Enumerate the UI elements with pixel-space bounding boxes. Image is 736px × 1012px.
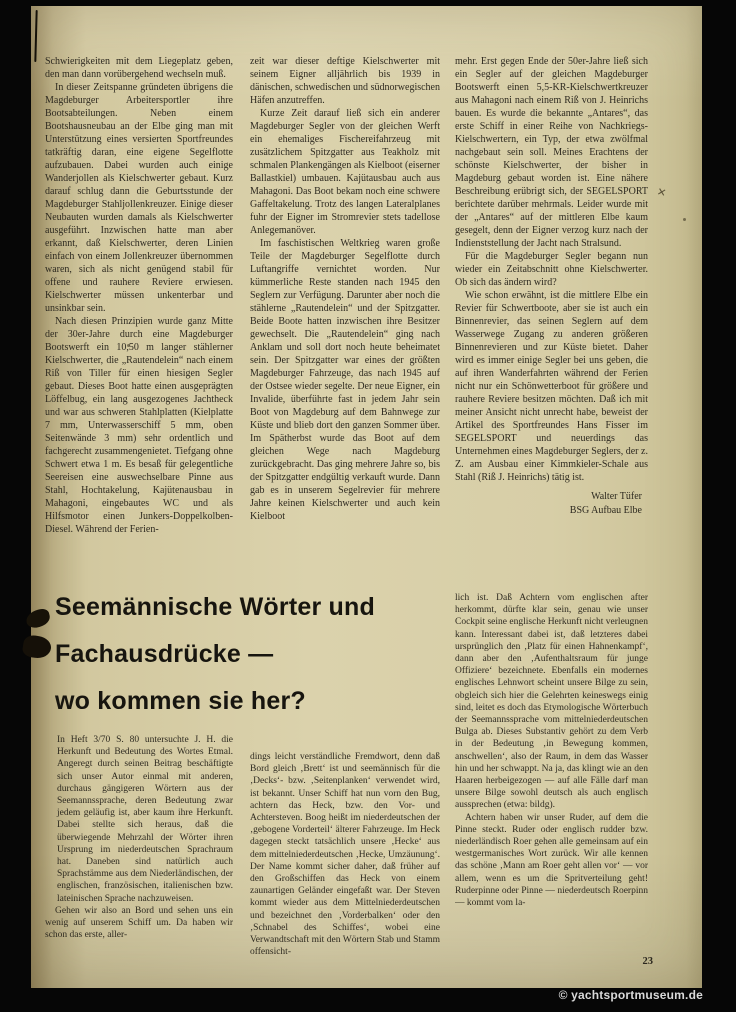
- paragraph: Schwierigkeiten mit dem Liegeplatz geben, den man dann vorübergehend wechseln muß.: [45, 56, 233, 80]
- paragraph: Wie schon erwähnt, ist die mittlere Elbe ein Revier für Schwertboote, aber sie ist auch ein Binnenrevier, das seinen Seglern auf dem Wasserwege Zugang zu anderen größeren Binnenrevieren und zur Küste bietet. Daher wird es immer einige Segler bei uns geben, die auf ihren Wanderfahrten während der Ferien nicht nur ein Schönwetterboot für größere und rauhere Reviere besitzen möchten. Daß ich mit meiner Ansicht nicht unrecht habe, beweist der Artikel des Sportfreundes Hans Fisser im SEGELSPORT und neuerdings das Unternehmen eines Magdeburger Seglers, der z. Z. am Ausbau einer Kimmkieler-Schale aus Stahl (Riß J. Heinrichs) tätig ist.: [455, 290, 648, 483]
- paragraph: Kurze Zeit darauf ließ sich ein anderer Magdeburger Segler von der gleichen Werft ein ehemaliges Fischereifahrzeug mit zusätzlichem Spitzgatter aus Teakholz mit schmalen Plankengängen als Kielboot (eiserner Ballastkiel) umbauen. Kajütausbau auch aus Mahagoni. Das Boot bekam noch eine schwere Gaffeltakelung. Trotz des langen Lateralplanes fuhr der Eigner im Stromrevier stets tadellose Anlegemanöver.: [250, 108, 440, 236]
- article2-title: [55, 584, 415, 725]
- article1-signature: [455, 490, 648, 517]
- article2-title-line-3: wo kommen sie her?: [55, 687, 306, 715]
- article1-column-2: [250, 55, 440, 551]
- article2-column-1: [45, 734, 233, 972]
- article2-column-2: [250, 751, 440, 972]
- paragraph: Nach diesen Prinzipien wurde ganz Mitte der 30er-Jahre durch eine Magdeburger Bootswerft ein 10,50 m langer stählerner Kielschwerter, die „Rautendelein“ nach einem Riß von Tiller für einen hiesigen Segler gebaut. Dieses Boot hatte einen ausgeprägten Löffelbug, ein lang ausgezogenes Jachtheck und war aus schweren Stahlplatten (Kielplatte 7 mm, Unterwasserschiff 5 mm, oben Seitenwände 3 mm) sehr ordentlich und fachgerecht zusammengenietet. Tiefgang ohne Schwert etwa 1 m. Es besaß für gelegentliche Seereisen eine auswechselbare Pinne aus Stahl, Hochtakelung, Kajütenausbau in Mahagoni, eingebautes WC und als Hilfsmotor einen Junkers-Doppelkolben-Diesel. Während der Ferien-: [45, 316, 233, 535]
- paragraph: mehr. Erst gegen Ende der 50er-Jahre ließ sich ein Segler auf der gleichen Magdeburger Bootswerft einen 5,5-KR-Kielschwertkreuzer aus Mahagoni nach einem Riß von J. Heinrichs bauen. Es wurde die bekannte „Antares“, das erste Schiff in einer Reihe von Nachkriegs-Kielschwertern, ein Typ, der etwa zwölfmal nachgebaut sein soll. Meines Erachtens der schönste Kielschwerter, der bisher in Magdeburg gebaut worden ist. Eine nähere Beschreibung erübrigt sich, der SEGELSPORT berichtete darüber mehrmals. Leider wurde mit der „Antares“ auf der mittleren Elbe kaum gesegelt, denn der Eigner verzog kurz nach der Indienststellung der Jacht nach Stralsund.: [455, 56, 648, 249]
- paragraph: zeit war dieser deftige Kielschwerter mit seinem Eigner alljährlich bis 1939 in dänischen, schwedischen und südnorwegischen Häfen anzutreffen.: [250, 56, 440, 106]
- paragraph: Im faschistischen Weltkrieg waren große Teile der Magdeburger Segelflotte durch Luftangriffe vernichtet worden. Nur kümmerliche Reste standen nach 1945 den Seglern zur Verfügung. Darunter aber noch die stählerne „Rautendelein“ und der Spitzgatter. Beide Boote hatten inzwischen ihre Besitzer gewechselt. Die „Rautendelein“ ging nach Anklam und soll dort noch heute beheimatet sein. Der Spitzgatter war eines der größten Magdeburger Fahrzeuge, das nach 1945 auf der Ostsee wieder segelte. Der neue Eigner, ein Invalide, überführte fast in jedem Jahr sein Boot von Magdeburg auf dem Bahnwege zur Küste und blieb dort den ganzen Sommer über. Im Spätherbst wurde das Boot auf dem gleichen Wege nach Magdeburg zurückgebracht. Das ging mehrere Jahre so, bis der Spitzgatter endgültig verkauft wurde. Dann gab es in unserem Segelrevier für mehrere Jahre keinen Kielschwerter und auch kein Kielboot: [250, 238, 440, 522]
- article2-title-line-1: Seemännische Wörter und: [55, 593, 375, 621]
- author-name: Walter Tüfer: [591, 491, 642, 502]
- article2-title-line-2: Fachausdrücke —: [55, 640, 274, 668]
- paragraph: lich ist. Daß Achtern vom englischen after herkommt, dürfte klar sein, genau wie unser Cockpit seine englische Herkunft nicht verleugnen kann. Interessant dabei ist, daß letzteres dabei ursprünglich den ‚Platz für einen Hahnenkampf‘, dann aber den ‚Aufenthaltsraum für junge Offiziere‘ bezeichnete. Ebenfalls ein modernes englisches Lehnwort scheint unsere Bilge zu sein, obgleich sich hier die Gelehrten keineswegs einig sind, leitet es doch das Etymologische Wörterbuch der Seemannssprache vom mittelniederdeutschen Bulga ab. Dieses Substantiv gehört zu dem Verb in der Bedeutung ‚in Bewegung kommen, anschwellen‘, also der Raum, in dem das Wasser hin und her schwappt. Na ja, das klingt wie an den Haaren herbeigezogen — auf alle Fälle darf man unsere Bilge sowohl deutsch als auch englisch aussprechen (etwa: bildg).: [455, 593, 648, 811]
- article2-column-3: [455, 592, 648, 972]
- paragraph: dings leicht verständliche Fremdwort, denn daß Bord gleich ‚Brett‘ ist und seemännisch für die ‚Decks‘- bzw. ‚Seitenplanken‘ verwendet wird, ist bekannt. Unser Schiff hat nun vorn den Bug, achtern das Heck, bzw. den Vor- und Achtersteven. Boog heißt im niederdeutschen der ‚gebogene Vorderteil‘ älterer Fahrzeuge. Im Heck dagegen steckt tatsächlich unsere ‚Hecke‘ aus dem mittelniederdeutschen ‚Hecke, Umzäunung‘. Der Name kommt sicher daher, daß früher auf den Großschiffen das Heck von einem zaunartigen Geländer eingefaßt war. Der Steven kommt wieder aus dem Mittelniederdeutschen und bezeichnet den ‚Vorderbalken‘ oder den ‚Schnabel des Schiffes‘, wobei eine Verwandtschaft mit den Wörtern Stab und Stamm offensicht-: [250, 752, 440, 958]
- paragraph: In dieser Zeitspanne gründeten übrigens die Magdeburger Arbeitersportler ihre Bootsabteilungen. Neben einem Bootshausneubau an der Elbe ging man mit Unterstützung eines versierten Sportfreundes tatkräftig daran, eine eigene Segelflotte aufzubauen. Dabei wurden auch einige Wanderjollen als Kielschwerter gebaut. Kurz darauf schlug dann die Geburtsstunde der Magdeburger Stahljollenkreuzer. Einige dieser Neubauten wurden damals als Kielschwerter ausgeführt. Inzwischen hatte man aber erkannt, daß Kielschwerter, deren Linien einfach von einem Jollenkreuzer übernommen waren, sich als nicht genügend stabil für offene und rauhere Reviere erwiesen. Kielschwerter müssen unkenterbar und unsinkbar sein.: [45, 82, 233, 314]
- dust-speck: [683, 218, 686, 221]
- paragraph: Für die Magdeburger Segler begann nun wieder ein Zeitabschnitt ohne Kielschwerter. Ob sich das ändern wird?: [455, 251, 648, 288]
- ink-blot-mark: [24, 607, 51, 629]
- magazine-page: [31, 6, 702, 988]
- ink-blot-mark: [21, 634, 52, 660]
- article1-column-3: [455, 55, 648, 555]
- paper-tear-mark: [34, 10, 37, 62]
- article1-column-3-text: [455, 55, 648, 484]
- article1-column-1: [45, 55, 233, 551]
- author-club: BSG Aufbau Elbe: [569, 504, 642, 516]
- paragraph: Achtern haben wir unser Ruder, auf dem die Pinne steckt. Ruder oder englisch rudder bzw. niederländisch Roer gehen alle gemeinsam auf ein westgermanisches Wort zurück. Wir alle kennen das schöne ‚Mann am Roer geht allen vor‘ — vor allem, wenn es um die Spritverteilung geht! Ruderpinne oder Pinne — niederdeutsch Roerpinn — kommt vom la-: [455, 812, 648, 909]
- pencil-mark: ✕: [655, 186, 668, 200]
- watermark: © yachtsportmuseum.de: [558, 988, 703, 1002]
- paragraph: In Heft 3/70 S. 80 untersuchte J. H. die Herkunft und Bedeutung des Wortes Etmal. Angeregt durch seinen Beitrag beschäftigte sich unser Autor einmal mit anderen, durchaus gängigeren Wörtern aus der Seemannssprache, deren Bedeutung zwar jedem geläufig ist, aber kaum ihre Herkunft. Dabei stellte sich heraus, daß die überwiegende Mehrzahl der Wörter ihren Ursprung im niederdeutschen Sprachraum hat. Daneben sind natürlich auch Sprachstämme aus dem Niederländischen, der englischen, französischen, italienischen bzw. lateinischen Sprache nachzuweisen.: [57, 735, 233, 904]
- paragraph: Gehen wir also an Bord und sehen uns ein wenig auf unserem Schiff um. Da haben wir schon das erste, aller-: [45, 905, 233, 941]
- page-number: 23: [642, 956, 653, 967]
